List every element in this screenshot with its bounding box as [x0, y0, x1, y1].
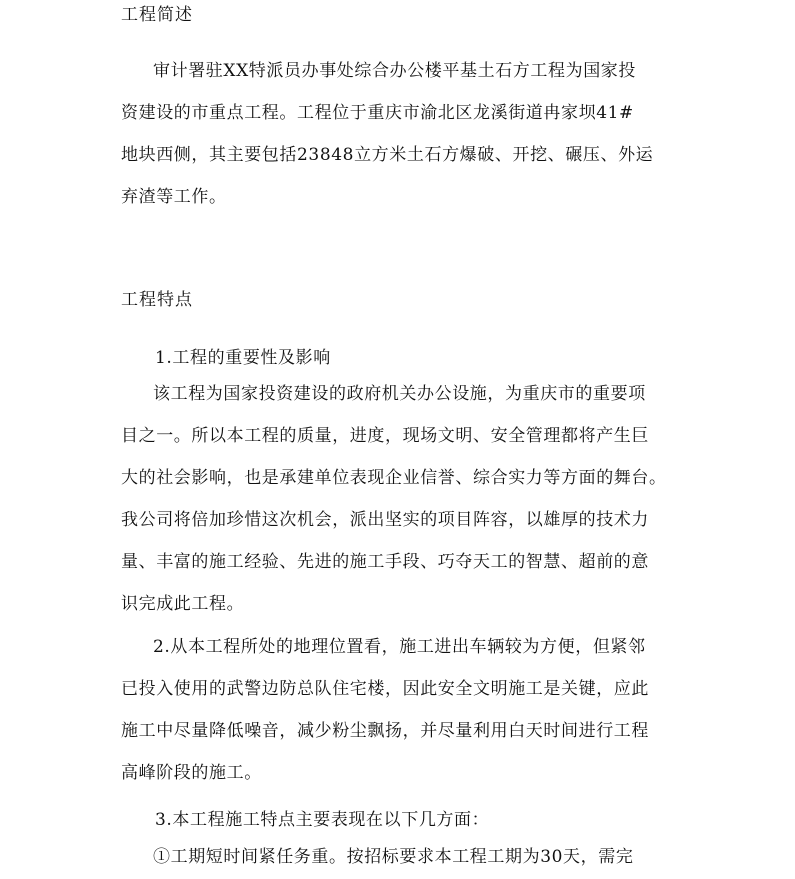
- overview-paragraph: [121, 50, 681, 218]
- item1-line-2: 目之一。所以本工程的质量，进度，现场文明、安全管理都将产生巨: [121, 426, 649, 446]
- item1-line-4: 我公司将倍加珍惜这次机会，派出坚实的项目阵容，以雄厚的技术力: [121, 510, 649, 530]
- item1-paragraph: [121, 373, 681, 625]
- overview-heading: 工程简述: [121, 5, 193, 25]
- overview-line-1: 审计署驻XX特派员办事处综合办公楼平基土石方工程为国家投: [153, 61, 637, 81]
- item2-line-3: 施工中尽量降低噪音，减少粉尘飘扬，并尽量利用白天时间进行工程: [121, 721, 649, 741]
- item1-line-5: 量、丰富的施工经验、先进的施工手段、巧夺天工的智慧、超前的意: [121, 552, 649, 572]
- item3-paragraph: [121, 836, 681, 878]
- item1-title: 1.工程的重要性及影响: [155, 348, 331, 368]
- item1-line-6: 识完成此工程。: [121, 594, 245, 614]
- features-heading: 工程特点: [121, 290, 193, 310]
- item3-line-1: ①工期短时间紧任务重。按招标要求本工程工期为30天，需完: [153, 847, 634, 867]
- item3-title: 3.本工程施工特点主要表现在以下几方面：: [155, 810, 490, 830]
- item2-paragraph: [121, 626, 681, 794]
- item1-line-3: 大的社会影响，也是承建单位表现企业信誉、综合实力等方面的舞台。: [121, 468, 667, 488]
- overview-line-4: 弃渣等工作。: [121, 187, 227, 207]
- overview-line-3: 地块西侧，其主要包括23848立方米土石方爆破、开挖、碾压、外运: [121, 145, 654, 165]
- item1-line-1: 该工程为国家投资建设的政府机关办公设施，为重庆市的重要项: [153, 384, 646, 404]
- overview-line-2: 资建设的市重点工程。工程位于重庆市渝北区龙溪街道冉家坝41#: [121, 103, 634, 123]
- item2-line-4: 高峰阶段的施工。: [121, 763, 262, 783]
- item2-line-2: 已投入使用的武警边防总队住宅楼，因此安全文明施工是关键，应此: [121, 679, 649, 699]
- item2-line-1: 2.从本工程所处的地理位置看，施工进出车辆较为方便，但紧邻: [153, 637, 646, 657]
